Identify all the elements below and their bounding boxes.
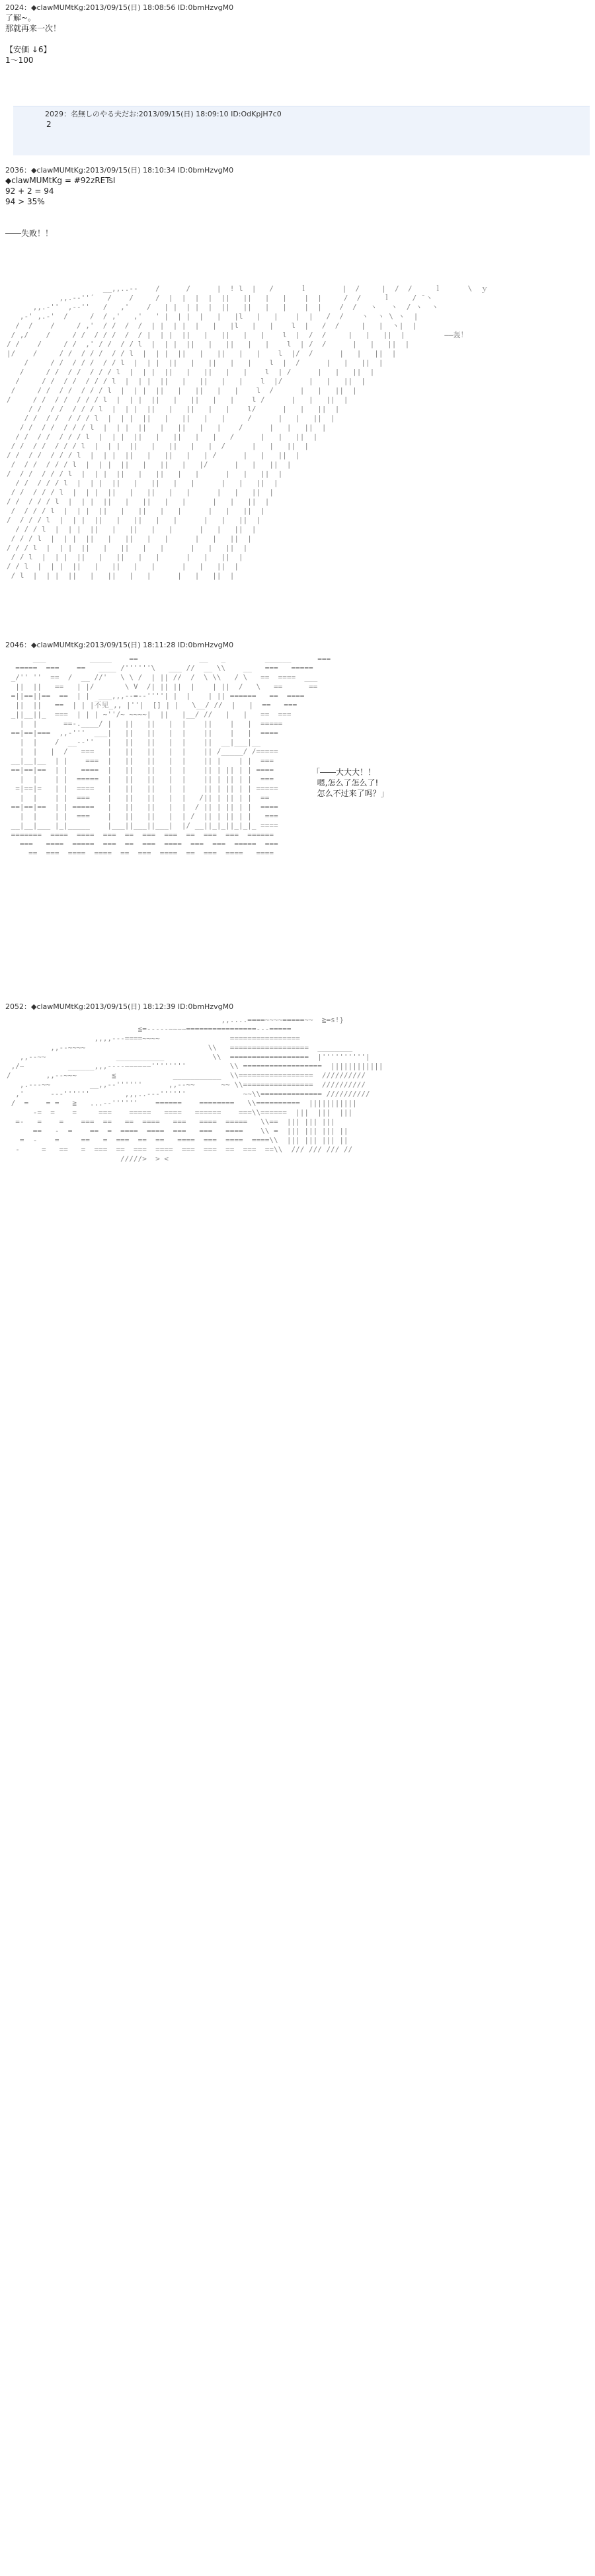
reply-2029 [13,106,590,155]
ascii-art-rain: __,,..-- / / | ! l | / ｌ | / | / / ｌ \ ｙ ,,.--''´ / / / | | | | || || | | | | / / ｌ / ̄ ヽ ,,.-'' ,-‐'' / ,' / | | | | | || || | | | | / / ヽ ヽ / ヽ ヽ ,-' ,.‐' / / / ,' ,' ' | | | | | |l | | | | / / ヽ ヽ \ ヽ | / / / / ,' / / / / | | | | | | |l | | l | / / | | ヽ| | / ,/ / / / / / / / / | | | || | || | | l | / / | | || | ――轰！ / / / / / ,' / / / / l | | | || | || | | l | / / | | || | |/ / / / / / / / / l | | | || | || | | l |/ / | | || | / / / / / / / / l | | | || | || | | l | / | | || | / / / / / / / / l | | | || | || | | l | / | | || | / / / / / / / / l | | | || | || | | l |/ | | || | / / / / / / / / l | | | || | || | | l / | | || | / / / / / / / / l | | | || | || | | l / | | || | / / / / / / / l | | | || | || | | l/ | | || | / / / / / / / l | | | || | || | | / | | || | / / / / / / / l | | | || | || | | / | | || | / / / / / / / l | | | || | || | | / | | || | / / / / / / / l | | | || | || | | / | | || | / / / / / / / l | | | || | || | | / | | || | / / / / / / l | | | || | || | |/ | | || | / / / / / / l | | | || | || | | | | || | / / / / / l | | | || | || | | | | || | / / / / / l | | | || | || | | | | || | / / / / / l | | | || | || | | | | || | / / / / l | | | || | || | | | | || | / / / / l | | | || | || | | | | || | / / / l | | | || | || | | | | || | / / / l | | | || | || | | | | || | / / / l | | | || | || | | | | || | / / l | | | || | || | | | | || | / / l | | | || | || | | | | || | / l | | | || | || | | | | || | [7,284,489,580]
ascii-art-building: ,,....====~~~~=====~~ ≧=s!} ≦=-----~~~~================---===== ,,,,---====~~~~ ================ ,,--~~~~ \\ ================== ________ ,,--~~ ___________ \\ ================== |''''''''''| ,/~ ______,,,----~~~~~~'''''''' \\ ================== |||||||||||| / ,,--~~~ ≦ ___________ \\================= ////////// ,.---~~ __,,--'''''' ,,--~~ ~~ \\================ ////////// ,' ---'''''' ,,,..---'''''' ~~\\============== ////////// / = = = ≧ ...--'''''' ====== ======== \\========== ||||||||||| -= = = === ===== ==== ====== ===\\====== ||| ||| ||| =- = = === == == ==== === ==== ===== \\== ||| ||| ||| == - = == = ==== ==== === === ==== \\ = ||| ||| ||| || = - = == = === == == ==== === ==== ====\\ ||| ||| ||| || - = == = === == === ==== === === == === ==\\ /// /// /// // /////> > < [7,1016,383,1163]
post-2036 [5,165,590,239]
ascii-art-battle: ___ _____ == __ _ ______ === ===== === == ____ /''''''\ ___ // __ \\ __ === ===== _/'' '' == / __ //' \ \ / | || // / \ \\ / \ == ==== ___ || || == | |/ \ V /| || || | | || / \ == == =||==||== == | | ___,,,--=--''''| | | | || ====== == ==== || || == | | |不见_,, |''| [] | | \__/ // | | == === _||__||_ === | | | ~''/~ ~~~~| || |__/ // | | == === | | ==-.____/ | || || | | || | | ===== ==|==|=== ,,-''' ___| || || | | || | | ==== | | / __--'' | || || | | || __|___|__ | | | / === | || || | | || /_____/ /===== __|__|__ | | === | || || | | || | | | === ==|==|== | | ==== | || || | | || | || | | ==== | | | | ===== | || || | | || | || | | === =|==|= | | ==== | || || | | || | || | | ===== | | | | === | || || | | /|| | || | | == ==|==|== | | ===== | || || | | / || | || | | ==== | | | | === | || || | | / || | || | | === __|__|___ |_|_____ |___||___||___| |/ __||_|_||_|_|_ ==== ======= ==== ==== === == === === == === === ====== === ==== ===== === == === ==== === === ===== === == === ==== ==== == === ==== == === ==== ==== [11,655,331,858]
post-body: ◆clawMUMtKg = #92zRETsI 92 + 2 = 94 94 > 35% ――失败！！ [5,176,116,238]
post-header: 2024：◆clawMUMtKg:2013/09/15(日) 18:08:56 ID:0bmHzvgM0 [5,3,234,12]
speech-2046: 「――大大大！！ 嗯,怎么了怎么了! 怎么不过来了吗？」 [312,768,389,798]
post-2046 [5,640,590,650]
post-header: 2036：◆clawMUMtKg:2013/09/15(日) 18:10:34 ID:0bmHzvgM0 [5,166,234,175]
post-header: 2052：◆clawMUMtKg:2013/09/15(日) 18:12:39 ID:0bmHzvgM0 [5,1002,234,1011]
post-body: 2 [46,120,52,129]
post-2024 [5,3,590,65]
post-header: 2046：◆clawMUMtKg:2013/09/15(日) 18:11:28 ID:0bmHzvgM0 [5,641,234,649]
post-header: 2029：名無しのやる夫だお:2013/09/15(日) 18:09:10 ID:OdKpjH7c0 [45,110,282,118]
post-2052 [5,1002,590,1012]
post-body: 了解~。 那就再来一次！ 【安価 ↓6】 1～100 [5,13,61,65]
